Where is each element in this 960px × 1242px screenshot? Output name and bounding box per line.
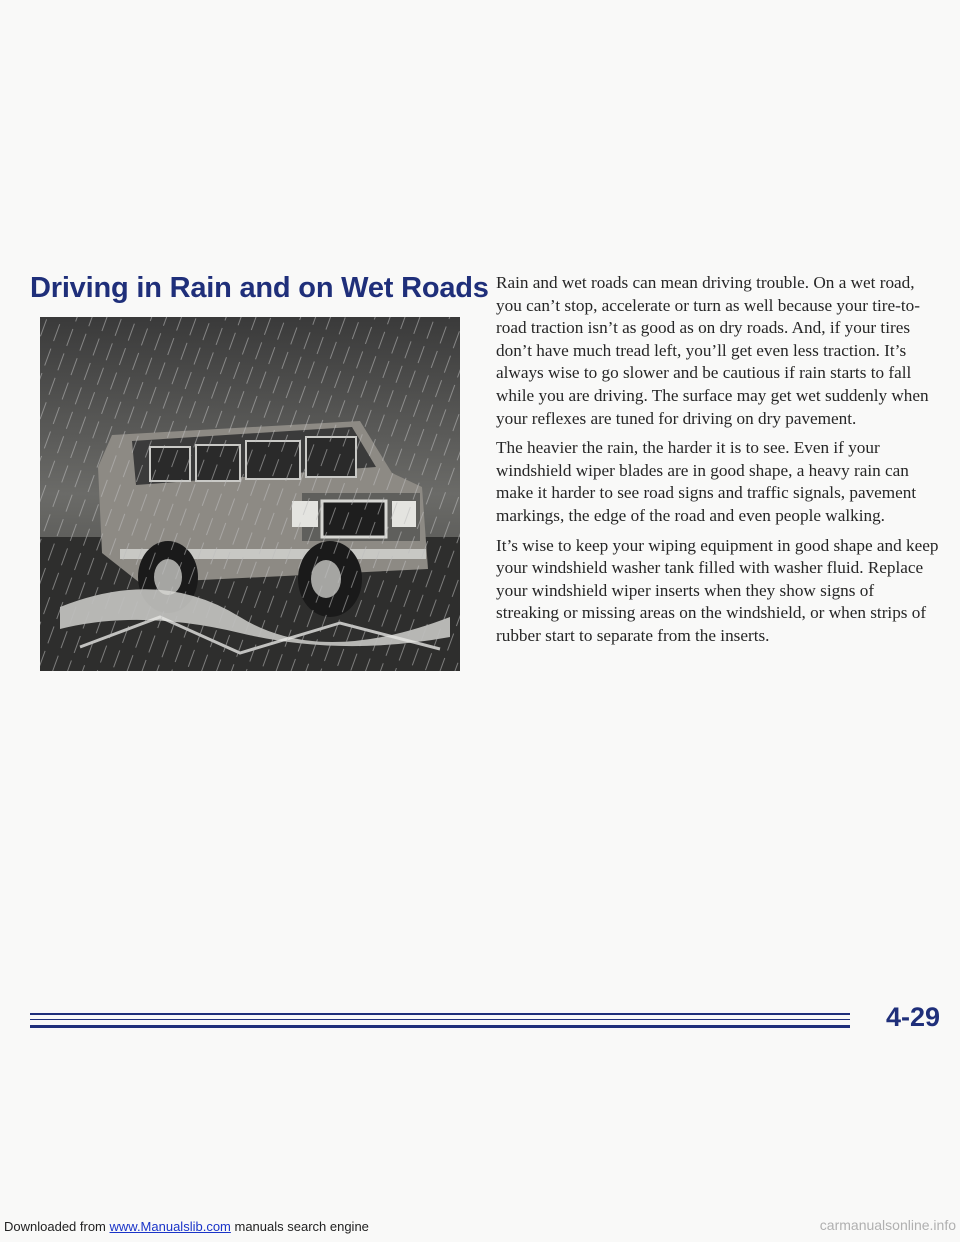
vehicle-in-rain-photo [40,317,460,671]
download-footer [4,1219,369,1234]
watermark: carmanualsonline.info [819,1217,956,1233]
section-heading: Driving in Rain and on Wet Roads [30,272,489,304]
rule-line-3 [30,1025,850,1028]
paragraph-2: The heavier the rain, the harder it is to see. Even if your windshield wiper blades are in good shape, a heavy rain can make it harder to see road signs and traffic signals, pavement markings, the edge of the road and even people walking. [496,438,917,525]
footer-prefix: Downloaded from [4,1219,110,1234]
paragraph-3: It’s wise to keep your wiping equipment in good shape and keep your windshield washer tank filled with washer fluid. Replace your windshield wiper inserts when they show signs of streaking or missing areas on the windshield, or when strips of rubber start to separate from the inserts. [496,535,939,645]
page-footer-rules [30,1000,940,1040]
footer-suffix: manuals search engine [230,1219,369,1234]
rule-line-1 [30,1013,850,1015]
page-number: 4-29 [885,1002,940,1032]
rule-line-2 [30,1019,850,1020]
body-text [496,272,940,655]
paragraph-1: Rain and wet roads can mean driving trouble. On a wet road, you can’t stop, accelerate or turn as well because your tire-to-road traction isn’t as good as on dry roads. And, if your tires don’t have much tread left, you’ll get even less traction. It’s always wise to go slower and be cautious if rain starts to fall while you are driving. The surface may get wet suddenly when your reflexes are tuned for driving on dry pavement. [496,273,929,428]
manualslib-link[interactable]: www.Manualslib.com [109,1219,231,1234]
